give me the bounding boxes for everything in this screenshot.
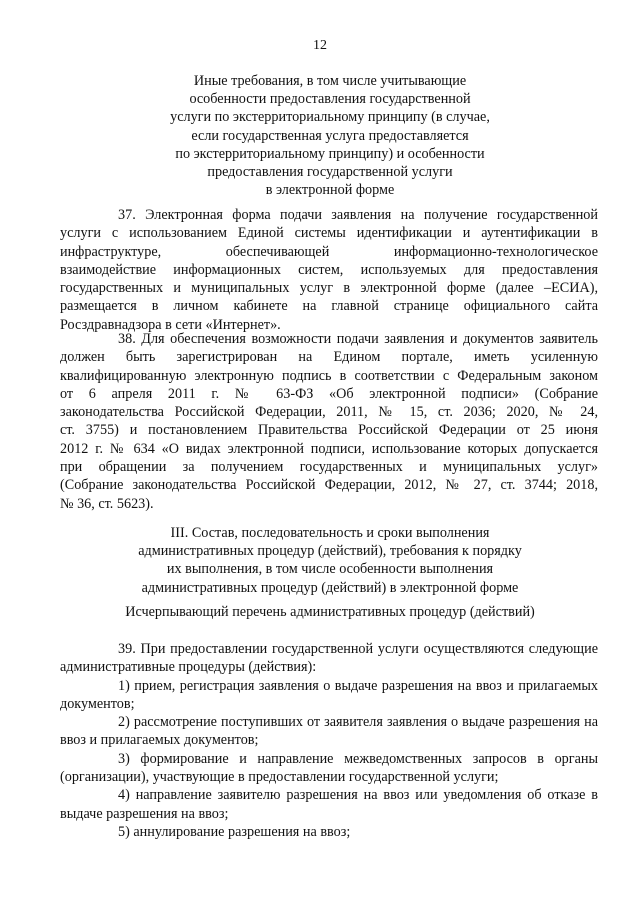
paragraph-line: государственных и муниципальных услуг в электронной форме (далее –ЕСИА), (60, 280, 598, 297)
list-item-line: 3) формирование и направление межведомственных запросов в органы (118, 750, 598, 767)
paragraph-line: 2012 г. № 634 «О видах электронной подписи, использование которых допускается (60, 440, 598, 457)
paragraph-line: размещается в личном кабинете на главной странице официального сайта (60, 298, 598, 315)
list-item-line: (организации), участвующие в предоставлении государственной услуги; (60, 769, 499, 786)
list-item-line: выдаче разрешения на ввоз; (60, 805, 229, 822)
paragraph-line: (Собрание законодательства Российской Федерации, 2012, № 27, ст. 3744; 2018, (60, 477, 598, 494)
paragraph-line: 37. Электронная форма подачи заявления на получение государственной (118, 207, 598, 223)
heading-line: предоставления государственной услуги (207, 164, 453, 181)
paragraph-line: № 36, ст. 5623). (60, 495, 154, 512)
heading-line: если государственная услуга предоставляется (191, 127, 469, 144)
paragraph-line: 38. Для обеспечения возможности подачи заявления и документов заявитель (118, 331, 598, 347)
paragraph-line: 39. При предоставлении государственной услуги осуществляются следующие (118, 641, 598, 657)
heading-line: особенности предоставления государственной (189, 91, 471, 108)
list-item-line: 4) направление заявителю разрешения на ввоз или уведомления об отказе в (118, 787, 598, 804)
list-item-line: 5) аннулирование разрешения на ввоз; (118, 823, 351, 840)
heading-line: в электронной форме (265, 182, 395, 199)
heading-line: Исчерпывающий перечень административных процедур (действий) (125, 604, 535, 620)
paragraph-line: ст. 3755) и постановлением Правительства Российской Федерации от 25 июня (60, 422, 598, 439)
heading-line: их выполнения, в том числе особенности выполнения (166, 561, 494, 578)
heading-line: III. Состав, последовательность и сроки выполнения (170, 525, 490, 541)
heading-line: Иные требования, в том числе учитывающие (193, 73, 467, 89)
section-heading-other-requirements (60, 72, 600, 199)
paragraph-line: административные процедуры (действия): (60, 659, 317, 676)
list-item-line: ввоз и прилагаемых документов; (60, 732, 259, 749)
paragraph-38 (60, 330, 598, 513)
paragraph-line: услуги с использованием Единой системы идентификации и аутентификации в (60, 225, 598, 242)
section-heading-procedures-list (60, 603, 600, 621)
section-heading-iii (60, 524, 600, 597)
list-item-line: 1) прием, регистрация заявления о выдаче разрешения на ввоз и прилагаемых (118, 677, 598, 694)
paragraph-line: инфраструктуре, обеспечивающей информационно-технологическое (60, 243, 598, 260)
paragraph-line: от 6 апреля 2011 г. № 63-ФЗ «Об электронной подписи» (Собрание (60, 385, 598, 402)
paragraph-line: взаимодействие информационных систем, используемых для предоставления (60, 261, 598, 278)
paragraph-line: Росздравнадзора в сети «Интернет». (60, 316, 281, 333)
page-number: 12 (313, 38, 327, 53)
list-item-line: документов; (60, 695, 135, 712)
paragraph-line: при обращении за получением государственных и муниципальных услуг» (60, 459, 598, 476)
paragraph-line: законодательства Российской Федерации, 2011, № 15, ст. 2036; 2020, № 24, (60, 404, 598, 421)
heading-line: административных процедур (действий) в электронной форме (141, 579, 519, 596)
heading-line: по экстерриториальному принципу) и особенности (175, 145, 485, 162)
paragraph-39 (60, 640, 598, 841)
paragraph-line: квалифицированную электронную подпись в соответствии с Федеральным законом (60, 367, 598, 384)
paragraph-line: должен быть зарегистрирован на Едином портале, иметь усиленную (60, 349, 598, 366)
heading-line: административных процедур (действий), требования к порядку (138, 543, 522, 560)
paragraph-37 (60, 206, 598, 334)
list-item-line: 2) рассмотрение поступивших от заявителя заявления о выдаче разрешения на (118, 714, 598, 731)
heading-line: услуги по экстерриториальному принципу (в случае, (170, 109, 490, 126)
